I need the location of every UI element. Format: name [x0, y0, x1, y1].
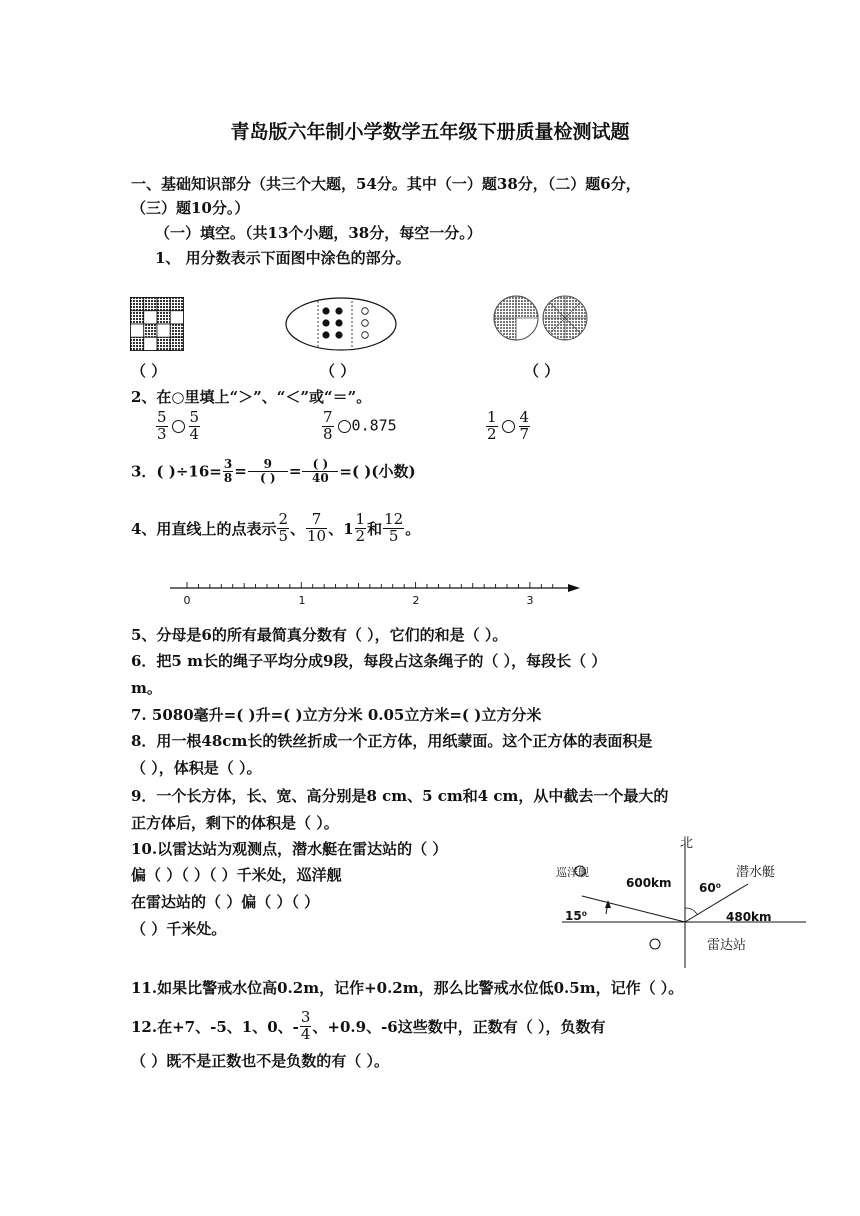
dot-ellipse-figure	[285, 297, 397, 351]
q9-line1: 9．一个长方体，长、宽、高分别是8 cm、5 cm和4 cm，从中截去一个最大的	[131, 787, 669, 805]
q3-equation: 3．( )÷16= $\frac{3}{8}$ = $\frac{9}{( )}$ = $\frac{( )}{40}$ =( )(小数)	[131, 457, 416, 485]
number-line-label-2: 2	[412, 594, 420, 607]
q1-blank-3[interactable]: （ ）	[524, 362, 560, 380]
q10-line4: （ ）千米处。	[131, 920, 227, 938]
q8-line1: 8．用一根48cm长的铁丝折成一个正方体，用纸蒙面。这个正方体的表面积是	[131, 732, 653, 750]
section1-line1: 一、基础知识部分（共三个大题，54分。其中（一）题38分，（二）题6分，	[131, 175, 641, 193]
q1-blank-1[interactable]: （ ）	[131, 362, 167, 380]
checker-square-figure	[130, 297, 184, 351]
number-line-label-0: 0	[183, 594, 191, 607]
number-line-label-3: 3	[526, 594, 534, 607]
q12-line2: （ ）既不是正数也不是负数的有（ ）。	[131, 1052, 389, 1070]
q1-blank-2[interactable]: （ ）	[320, 362, 356, 380]
radar-diagram	[550, 830, 810, 970]
q10-line1: 10.以雷达站为观测点，潜水艇在雷达站的（ ）	[131, 840, 448, 858]
q10-line2: 偏（ ）（ ）（ ）千米处，巡洋舰	[131, 866, 342, 884]
q4-text: 4、用直线上的点表示 $\frac{2}{5}$ 、 $\frac{7}{10}$ 、1 $\frac{1}{2}$ 和 $\frac{12}{5}$ 。	[131, 510, 421, 545]
q2-text: 2、在○里填上“＞”、“＜”或“＝”。	[131, 388, 372, 406]
angle-cruiser-label: 15⁰	[565, 909, 587, 923]
q9-line2: 正方体后，剩下的体积是（ ）。	[131, 814, 339, 832]
number-line-label-1: 1	[298, 594, 306, 607]
q2-compare-3: $\frac{1}{2}$ $\frac{4}{7}$	[487, 408, 530, 443]
cruiser-label: 巡洋舰	[556, 866, 589, 879]
dist-sub-label: 480km	[726, 910, 772, 924]
q6-line1: 6．把5 m长的绳子平均分成9段，每段占这条绳子的（ ），每段长（ ）	[131, 652, 607, 670]
q2-compare-2: $\frac{7}{8}$ 0.875	[323, 408, 397, 443]
q8-line2: （ ），体积是（ ）。	[131, 759, 262, 777]
two-circles-figure	[494, 294, 588, 342]
q6-line2: m。	[131, 679, 162, 697]
q10-line3: 在雷达站的（ ）偏（ ）（ ）	[131, 893, 320, 911]
dist-cruiser-label: 600km	[626, 876, 672, 890]
radar-label: 雷达站	[707, 938, 747, 953]
q1-text: 1、 用分数表示下面图中涂色的部分。	[155, 249, 411, 267]
north-label: 北	[680, 836, 694, 851]
compare-circle-2[interactable]	[338, 420, 351, 433]
q11-text: 11.如果比警戒水位高0.2m，记作+0.2m，那么比警戒水位低0.5m，记作（ ）。	[131, 979, 684, 997]
q7-text: 7. 5080毫升=( )升=( )立方分米 0.05立方米=( )立方分米	[131, 706, 542, 724]
q2-compare-1: $\frac{5}{3}$ $\frac{5}{4}$	[157, 408, 200, 443]
page-title: 青岛版六年制小学数学五年级下册质量检测试题	[230, 121, 630, 143]
q5-text: 5、分母是6的所有最简真分数有（ ），它们的和是（ ）。	[131, 626, 508, 644]
part1-heading: （一）填空。（共13个小题，38分，每空一分。）	[155, 224, 482, 242]
q12-line1: 12.在+7、-5、1、0、- $\frac{3}{4}$ 、+0.9、-6这些数中，正数有（ ），负数有	[131, 1008, 606, 1043]
number-line	[170, 580, 582, 608]
compare-circle-1[interactable]	[172, 420, 185, 433]
angle-sub-label: 60⁰	[699, 881, 721, 895]
section1-line2: （三）题10分。）	[131, 199, 250, 217]
submarine-label: 潜水艇	[736, 865, 776, 880]
compare-circle-3[interactable]	[502, 420, 515, 433]
